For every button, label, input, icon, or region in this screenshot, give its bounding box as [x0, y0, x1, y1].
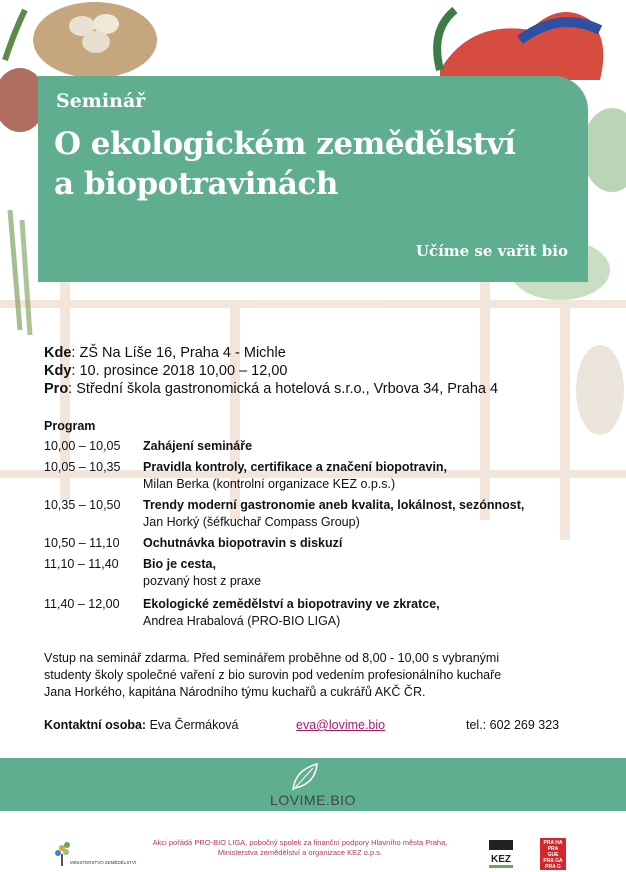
- footer-line: Ministerstva zemědělství a organizace KEZ o.p.s.: [217, 848, 383, 857]
- info-when: [44, 362, 498, 380]
- rooster-illustration: [437, 10, 603, 80]
- program-title: Zahájení semináře: [143, 439, 253, 453]
- program-time: 11,40 – 12,00: [44, 597, 120, 611]
- program-time: 10,50 – 11,10: [44, 536, 120, 550]
- where-label: Kde: [44, 345, 72, 361]
- for-label: Pro: [44, 381, 69, 397]
- leaf-icon: [287, 760, 321, 794]
- seminar-label: Seminář: [56, 90, 146, 112]
- praha-logo: [540, 838, 566, 870]
- contact-email-link[interactable]: eva@lovime.bio: [296, 718, 386, 732]
- for-value: : Střední škola gastronomická a hotelová s.r.o., Vrbova 34, Praha 4: [68, 381, 499, 397]
- svg-text:KEZ: KEZ: [491, 854, 511, 865]
- contact-row: [44, 718, 584, 732]
- contact-label: Kontaktní osoba:: [44, 718, 147, 732]
- info-for: [44, 380, 498, 398]
- program-list: [44, 438, 524, 630]
- program-heading: Program: [44, 419, 96, 433]
- program-item: [44, 497, 524, 531]
- lovime-bio-logo: [0, 758, 626, 818]
- contact-phone: tel.: 602 269 323: [466, 718, 560, 732]
- seminar-header: [38, 76, 588, 282]
- seminar-title: [54, 124, 515, 204]
- where-value: : ZŠ Na Líše 16, Praha 4 - Michle: [71, 345, 286, 361]
- info-where: [44, 344, 498, 362]
- when-label: Kdy: [44, 363, 72, 379]
- program-time: 10,05 – 10,35: [44, 460, 121, 474]
- asparagus-illustration: [10, 210, 30, 335]
- intro-line: Vstup na seminář zdarma. Před seminářem proběhne od 8,00 - 10,00 s vybranými: [44, 651, 500, 665]
- praha-logo-text: PRA HA PRA GUE PRA GA PRA G: [543, 840, 563, 870]
- contact-name: Eva Čermáková: [146, 718, 239, 732]
- program-item: [44, 535, 524, 552]
- ministry-label: MINISTERSTVO ZEMĚDĚLSTVÍ: [70, 860, 137, 865]
- program-title: Pravidla kontroly, certifikace a značení biopotravin,: [143, 460, 448, 474]
- title-line-2: a biopotravinách: [54, 166, 338, 202]
- title-line-1: O ekologickém zemědělství: [54, 126, 516, 162]
- event-info: [44, 344, 498, 398]
- program-title: Trendy moderní gastronomie aneb kvalita, lokálnost, sezónnost,: [143, 498, 525, 512]
- program-title: Bio je cesta,: [143, 557, 216, 571]
- program-title: Ekologické zemědělství a biopotraviny ve zkratce,: [143, 597, 440, 611]
- program-item: [44, 438, 524, 455]
- program-speaker: Jan Horký (šéfkuchař Compass Group): [143, 515, 360, 529]
- intro-line: Jana Horkého, kapitána Národního týmu kuchařů a cukrářů AKČ ČR.: [44, 685, 426, 699]
- when-value: : 10. prosince 2018 10,00 – 12,00: [71, 363, 288, 379]
- egg-nest-illustration: [33, 2, 157, 78]
- intro-line: studenty školy společné vaření z bio surovin pod vedením profesionálního kuchaře: [44, 668, 502, 682]
- program-speaker: Milan Berka (kontrolní organizace KEZ o.p.s.): [143, 477, 396, 491]
- intro-paragraph: [44, 650, 604, 701]
- footer-line: Akci pořádá PRO-BIO LIGA, pobočný spolek za finanční podpory Hlavního města Praha,: [152, 838, 448, 847]
- program-speaker: pozvaný host z praxe: [143, 574, 262, 588]
- logo-text: LOVIME.BIO: [270, 792, 356, 808]
- kez-logo: [487, 838, 515, 870]
- cabbage-illustration: [582, 108, 626, 192]
- program-title: Ochutnávka biopotravin s diskuzí: [143, 536, 343, 550]
- program-item: [44, 459, 524, 493]
- program-time: 10,00 – 10,05: [44, 439, 121, 453]
- program-speaker: Andrea Hrabalová (PRO-BIO LIGA): [143, 614, 341, 628]
- program-time: 10,35 – 10,50: [44, 498, 121, 512]
- program-item: [44, 596, 524, 630]
- program-item: [44, 556, 524, 590]
- footer-credits: [130, 838, 470, 858]
- program-time: 11,10 – 11,40: [44, 557, 119, 571]
- seminar-tagline: Učíme se vařit bio: [415, 242, 568, 260]
